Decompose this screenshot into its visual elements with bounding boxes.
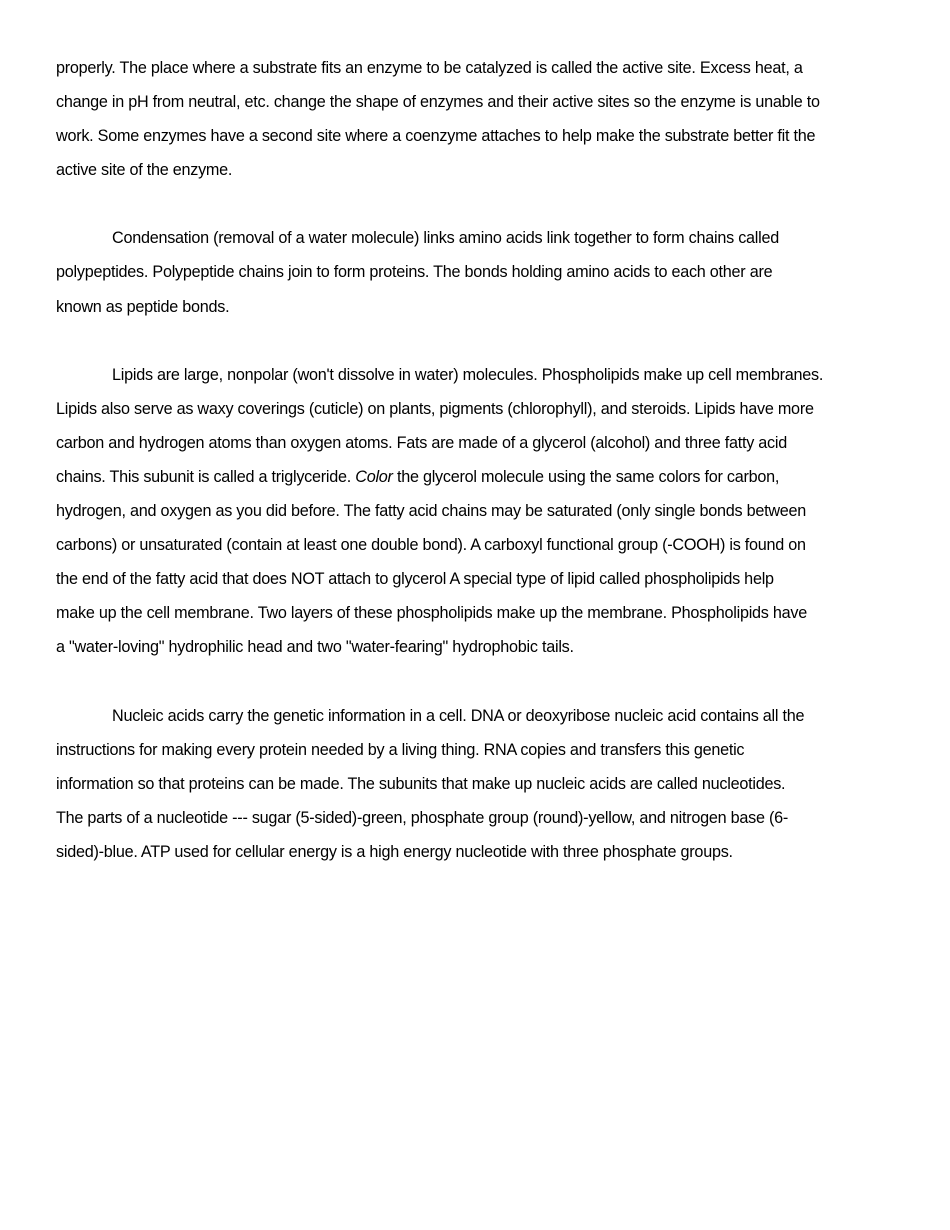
paragraph-lipids bbox=[56, 358, 896, 665]
text-line: hydrogen, and oxygen as you did before. The fatty acid chains may be saturated (only single bonds between bbox=[56, 502, 807, 521]
text-line: make up the cell membrane. Two layers of these phospholipids make up the membrane. Phospholipids have bbox=[56, 604, 807, 623]
text-line: information so that proteins can be made. The subunits that make up nucleic acids are called nucleotides. bbox=[56, 774, 786, 793]
paragraph-nucleic-acids bbox=[56, 699, 896, 869]
paragraph-proteins bbox=[56, 221, 896, 323]
text-segment: the glycerol molecule using the same colors for carbon, bbox=[392, 467, 780, 486]
text-line: properly. The place where a substrate fits an enzyme to be catalyzed is called the active site. Excess heat, a bbox=[56, 59, 803, 77]
text-line: Nucleic acids carry the genetic information in a cell. DNA or deoxyribose nucleic acid contains all the bbox=[112, 706, 805, 725]
text-line: Condensation (removal of a water molecule) links amino acids link together to form chains called bbox=[112, 229, 779, 248]
text-line: instructions for making every protein needed by a living thing. RNA copies and transfers this genetic bbox=[56, 740, 745, 759]
text-line: Lipids are large, nonpolar (won't dissolve in water) molecules. Phospholipids make up cell membranes. bbox=[112, 365, 824, 384]
text-line: The parts of a nucleotide --- sugar (5-sided)-green, phosphate group (round)-yellow, and nitrogen base (6- bbox=[56, 808, 789, 827]
text-line: polypeptides. Polypeptide chains join to form proteins. The bonds holding amino acids to each other are bbox=[56, 263, 773, 282]
text-line: the end of the fatty acid that does NOT attach to glycerol A special type of lipid called phospholipids help bbox=[56, 570, 774, 589]
text-line: carbons) or unsaturated (contain at least one double bond). A carboxyl functional group (-COOH) is found on bbox=[56, 536, 806, 555]
text-line: active site of the enzyme. bbox=[56, 161, 233, 180]
text-line: Lipids also serve as waxy coverings (cuticle) on plants, pigments (chlorophyll), and steroids. Lipids have more bbox=[56, 399, 814, 418]
text-line: work. Some enzymes have a second site where a coenzyme attaches to help make the substrate better fit the bbox=[56, 127, 816, 146]
text-line: sided)-blue. ATP used for cellular energy is a high energy nucleotide with three phosphate groups. bbox=[56, 842, 733, 861]
text-line bbox=[56, 460, 896, 494]
document-page bbox=[56, 51, 896, 903]
text-line: change in pH from neutral, etc. change the shape of enzymes and their active sites so the enzyme is unable to bbox=[56, 93, 820, 112]
text-line: known as peptide bonds. bbox=[56, 297, 230, 316]
text-line: carbon and hydrogen atoms than oxygen atoms. Fats are made of a glycerol (alcohol) and three fatty acid bbox=[56, 433, 787, 452]
italic-emphasis: Color bbox=[355, 467, 393, 486]
text-line: a "water-loving" hydrophilic head and two "water-fearing" hydrophobic tails. bbox=[56, 638, 574, 657]
text-segment: chains. This subunit is called a triglyceride. bbox=[56, 467, 356, 486]
paragraph-enzymes bbox=[56, 51, 896, 187]
